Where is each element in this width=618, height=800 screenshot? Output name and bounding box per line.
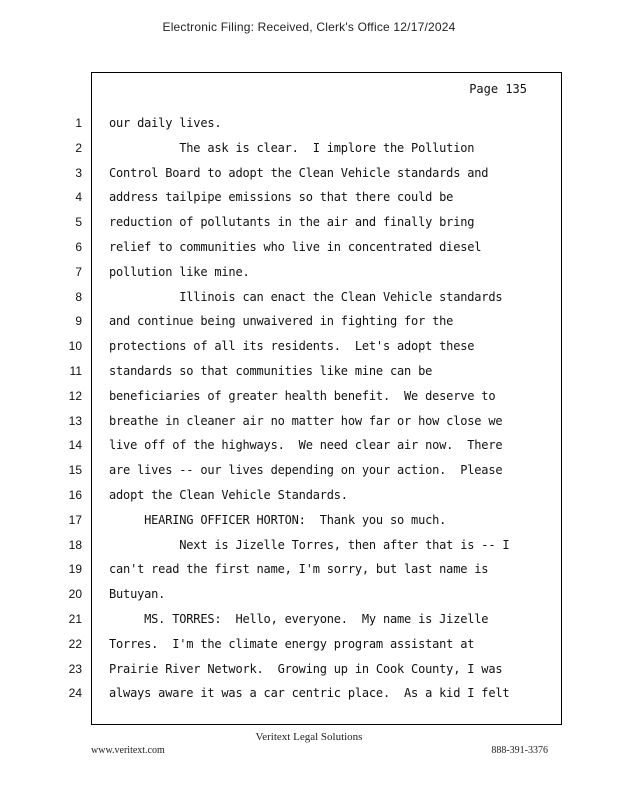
line-number: 7	[75, 264, 82, 279]
line-text: Illinois can enact the Clean Vehicle standards	[109, 289, 503, 304]
transcript-line	[0, 240, 618, 265]
line-text: relief to communities who live in concentrated diesel	[109, 240, 482, 254]
line-number: 13	[68, 413, 82, 428]
line-number: 12	[68, 388, 82, 403]
transcript-line	[0, 488, 618, 513]
line-number: 5	[75, 215, 82, 230]
transcript-line	[0, 116, 618, 141]
line-number: 3	[75, 165, 82, 180]
transcript-line	[0, 414, 618, 439]
transcript-line	[0, 637, 618, 662]
transcript-line	[0, 190, 618, 215]
line-text: live off of the highways. We need clear air now. There	[109, 438, 503, 453]
line-number: 6	[75, 240, 82, 254]
transcript-line	[0, 166, 618, 191]
line-number: 2	[75, 140, 82, 155]
transcript-line	[0, 265, 618, 290]
line-number: 20	[68, 587, 82, 602]
transcript-line	[0, 389, 618, 414]
transcript-line	[0, 364, 618, 389]
line-number: 19	[68, 562, 82, 577]
transcript-line	[0, 538, 618, 563]
footer-phone: 888-391-3376	[491, 745, 548, 756]
transcript-line	[0, 463, 618, 488]
line-text: always aware it was a car centric place. As a kid I felt	[109, 686, 510, 701]
line-text: are lives -- our lives depending on your action. Please	[109, 463, 503, 478]
line-text: can't read the first name, I'm sorry, but last name is	[109, 562, 489, 577]
transcript-line	[0, 339, 618, 364]
footer-company: Veritext Legal Solutions	[255, 731, 363, 743]
transcript-line	[0, 290, 618, 315]
line-number: 14	[68, 438, 82, 453]
line-text: The ask is clear. I implore the Pollution	[109, 140, 475, 155]
line-text: beneficiaries of greater health benefit. We deserve to	[109, 388, 496, 403]
page-number: Page 135	[469, 82, 527, 96]
line-number: 15	[68, 463, 82, 478]
transcript-line	[0, 587, 618, 612]
transcript-line	[0, 141, 618, 166]
line-text: and continue being unwaivered in fighting for the	[109, 314, 454, 329]
line-text: Butuyan.	[109, 587, 166, 602]
line-number: 24	[68, 686, 82, 701]
line-text: MS. TORRES: Hello, everyone. My name is Jizelle	[109, 612, 489, 626]
filing-header: Electronic Filing: Received, Clerk's Office 12/17/2024	[162, 20, 456, 34]
line-number: 16	[68, 488, 82, 502]
line-number: 17	[68, 512, 82, 527]
line-text: reduction of pollutants in the air and finally bring	[109, 215, 475, 230]
transcript-line	[0, 215, 618, 240]
line-text: breathe in cleaner air no matter how far or how close we	[109, 413, 503, 428]
line-text: Torres. I'm the climate energy program assistant at	[109, 636, 475, 651]
line-text: pollution like mine.	[109, 264, 250, 279]
transcript-line	[0, 686, 618, 711]
line-number: 21	[68, 612, 82, 626]
line-text: Prairie River Network. Growing up in Cook County, I was	[109, 661, 503, 676]
line-number: 23	[68, 661, 82, 676]
line-number: 1	[75, 116, 82, 130]
transcript-line	[0, 612, 618, 637]
line-text: Control Board to adopt the Clean Vehicle standards and	[109, 165, 489, 180]
line-number: 9	[75, 314, 82, 329]
line-text: adopt the Clean Vehicle Standards.	[109, 488, 348, 502]
transcript-line	[0, 662, 618, 687]
footer-website: www.veritext.com	[91, 745, 165, 756]
line-text: address tailpipe emissions so that there could be	[109, 190, 454, 205]
line-text: Next is Jizelle Torres, then after that is -- I	[109, 537, 510, 552]
line-text: our daily lives.	[109, 116, 222, 130]
transcript-line	[0, 513, 618, 538]
line-number: 18	[68, 537, 82, 552]
line-number: 11	[69, 364, 82, 378]
line-text: standards so that communities like mine can be	[109, 364, 433, 378]
line-number: 8	[75, 289, 82, 304]
line-number: 4	[75, 190, 82, 205]
line-text: protections of all its residents. Let's adopt these	[109, 339, 475, 354]
transcript-line	[0, 438, 618, 463]
transcript-line	[0, 314, 618, 339]
line-text: HEARING OFFICER HORTON: Thank you so much.	[109, 512, 447, 527]
transcript-line	[0, 562, 618, 587]
line-number: 10	[68, 339, 82, 354]
line-number: 22	[68, 636, 82, 651]
